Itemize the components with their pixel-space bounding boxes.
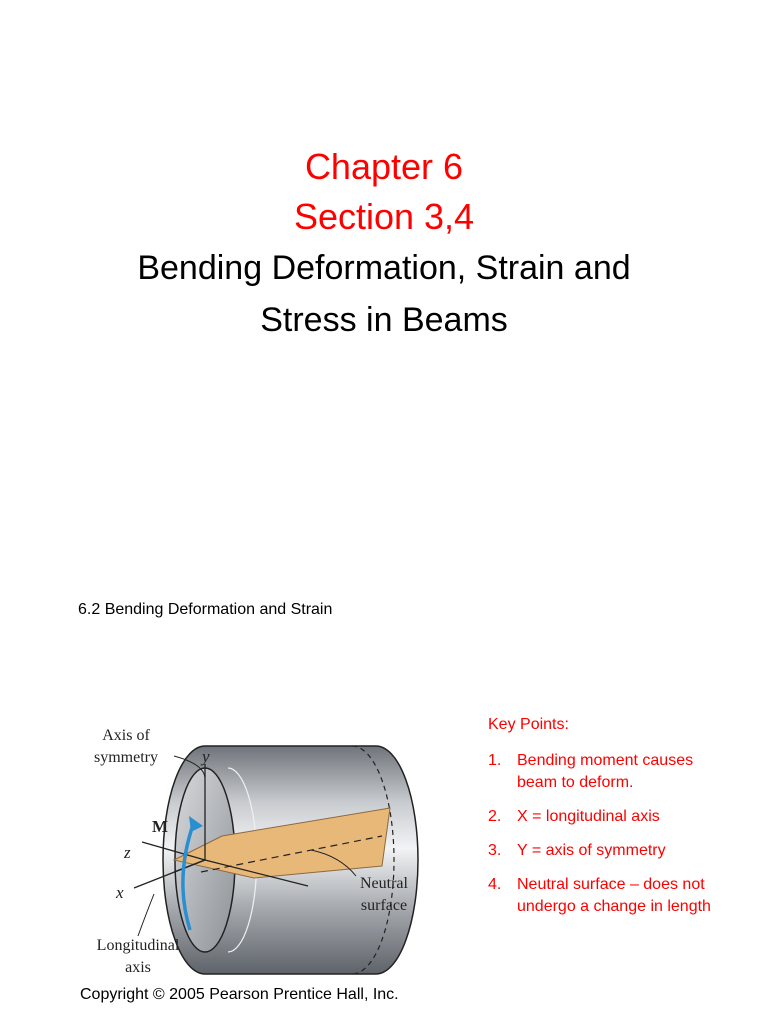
key-point-text: Y = axis of symmetry: [517, 842, 666, 859]
key-point-number: 3.: [488, 842, 502, 859]
label-x-axis: x: [116, 883, 124, 902]
label-surface: surface: [360, 897, 408, 914]
key-point-number: 4.: [488, 876, 502, 893]
key-point-item: [488, 874, 728, 918]
beam-bending-figure: [78, 718, 478, 980]
label-longitudinal: Longitudinal: [96, 937, 180, 954]
key-point-number: 2.: [488, 808, 502, 825]
subtitle-line-1: Bending Deformation, Strain and: [137, 249, 631, 287]
key-points-list: [488, 714, 728, 930]
subtitle-line-2: Stress in Beams: [260, 301, 508, 339]
label-z-axis: z: [124, 843, 131, 862]
key-points-title: Key Points:: [488, 716, 569, 733]
label-symmetry: symmetry: [94, 749, 158, 766]
slide-title: [0, 142, 768, 346]
key-point-item: [488, 750, 728, 794]
label-moment: M: [152, 817, 169, 836]
key-point-number: 1.: [488, 752, 502, 769]
key-point-item: [488, 840, 728, 862]
label-neutral: Neutral: [360, 875, 408, 892]
key-point-text: Bending moment causes beam to deform.: [517, 752, 694, 791]
label-axis: axis: [125, 959, 151, 976]
label-axis-of: Axis of: [102, 727, 150, 744]
key-point-item: [488, 806, 728, 828]
copyright-notice: Copyright © 2005 Pearson Prentice Hall, Inc.: [80, 986, 399, 1003]
section-heading: 6.2 Bending Deformation and Strain: [78, 601, 333, 618]
key-point-text: Neutral surface – does not undergo a change in length: [517, 876, 711, 915]
chapter-title: Chapter 6: [304, 146, 464, 187]
label-y-axis: y: [202, 747, 210, 766]
section-title: Section 3,4: [293, 196, 475, 237]
key-point-text: X = longitudinal axis: [517, 808, 660, 825]
